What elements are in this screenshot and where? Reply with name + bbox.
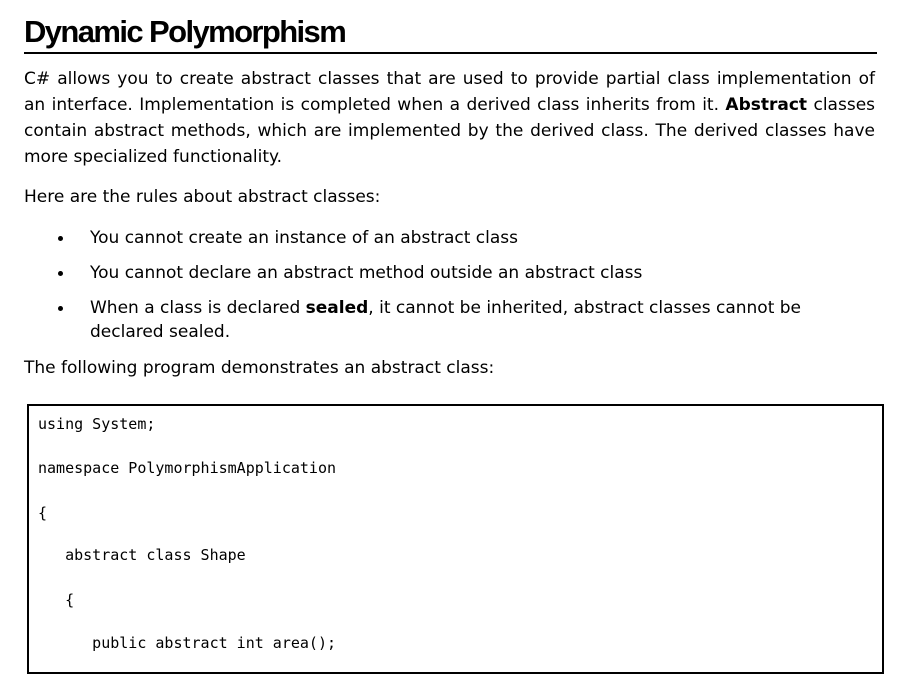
- title-underline: [24, 52, 877, 54]
- code-line: using System;: [38, 415, 156, 433]
- code-line: public abstract int area();: [38, 634, 337, 652]
- rules-intro: Here are the rules about abstract classes:: [24, 187, 381, 207]
- code-line: {: [38, 591, 75, 609]
- intro-paragraph: [24, 66, 875, 170]
- sealed-keyword: sealed: [305, 298, 369, 318]
- rule-text-start: You cannot create an instance of an abstract class: [90, 228, 519, 248]
- demo-intro: The following program demonstrates an abstract class:: [24, 358, 495, 378]
- bullet-icon: [58, 271, 63, 276]
- code-line: abstract class Shape: [38, 546, 246, 564]
- page-title: Dynamic Polymorphism: [24, 14, 346, 49]
- intro-text-start: C# allows you to create abstract classes that are used to provide partial class implementation of an interface. Implementation is completed when a derived class inherits from it.: [24, 69, 875, 115]
- rule-text: [90, 296, 877, 344]
- bullet-icon: [58, 306, 63, 311]
- rule-text: [90, 261, 877, 285]
- bullet-icon: [58, 236, 63, 241]
- rule-text: [90, 226, 877, 250]
- abstract-keyword: Abstract: [725, 95, 808, 115]
- rule-text-start: You cannot declare an abstract method outside an abstract class: [90, 263, 643, 283]
- code-block: [27, 404, 884, 674]
- rule-text-end: , it cannot be inherited, abstract classes cannot be declared sealed.: [90, 298, 802, 342]
- rule-text-start: When a class is declared: [90, 298, 306, 318]
- intro-text-end: classes contain abstract methods, which are implemented by the derived class. The derived classes have more specialized functionality.: [24, 95, 876, 167]
- code-line: {: [38, 504, 48, 522]
- code-line: namespace PolymorphismApplication: [38, 459, 337, 477]
